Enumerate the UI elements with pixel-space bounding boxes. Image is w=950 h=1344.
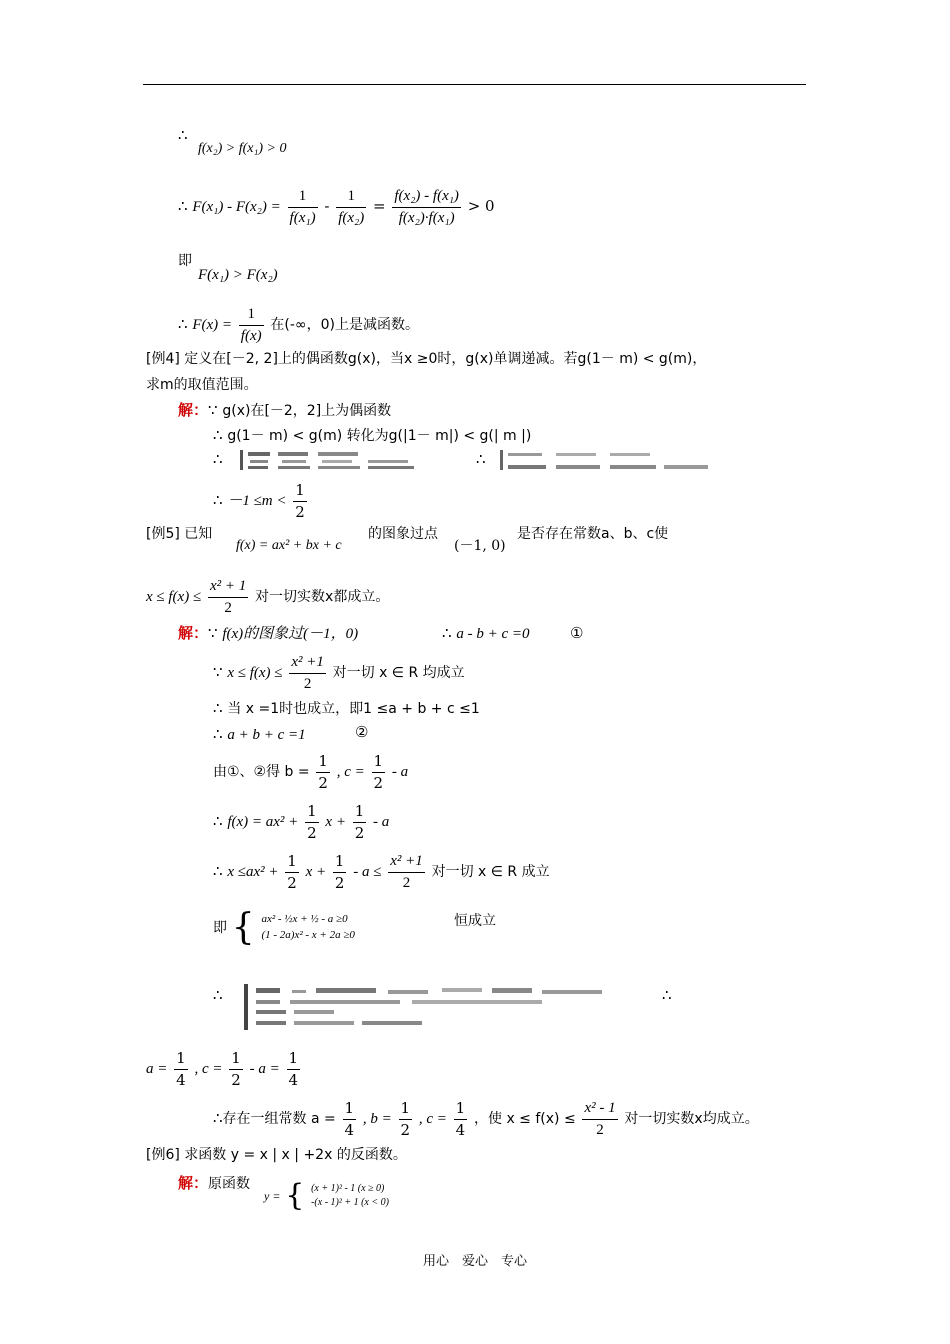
F-inequality: F(x₁) > F(x₂) [198, 267, 278, 283]
example-5-solution-4: ∴ a + b + c =1 [213, 725, 306, 743]
example-4-question: 求m的取值范围。 [146, 377, 258, 393]
example-4-solution-1: 解：∵ g(x)在[－2，2]上为偶函数 [178, 401, 392, 419]
page-footer: 用心 爱心 专心 [422, 1254, 527, 1269]
example-5-solution-2: ∵ x ≤ f(x) ≤ $\frac{\text{x² +1}}{2}$ 对一切 x ∈ R 均成立 [213, 654, 465, 692]
example-4-statement: [例4] 定义在[－2, 2]上的偶函数g(x)，当x ≥0时，g(x)单调递减。若g(1－ m) < g(m)， [146, 351, 707, 367]
garbled-system-image-2 [498, 447, 713, 473]
example-5-result: a = $\frac{1}{4}$ , c = $\frac{1}{2}$ - a = $\frac{1}{4}$ [146, 1049, 299, 1089]
example-5-solution-5: 由①、②得 b = $\frac{1}{2}$ , c = $\frac{1}{2}$ - a [213, 752, 409, 792]
example-6-solution: 解：原函数 [178, 1174, 251, 1192]
piecewise-function: y = { (x + 1)² - 1 (x ≥ 0) -(x - 1)² + 1 (x < 0) [264, 1178, 389, 1213]
example-5-point: (－1, 0) [454, 538, 506, 554]
example-5-solution-9b: ∴ [662, 986, 672, 1004]
difference-derivation: ∴ F(x₁) - F(x₂) = $\frac{1}{\text{f(x₁)}}$ - $\frac{1}{\text{f(x₂)}}$ = $\frac{\text{f(x₂) - f(x₁)}}{\text{f(x₂)·f(x₁)}}$ > 0 [178, 188, 495, 226]
garbled-system-image-3 [242, 982, 622, 1032]
always-holds: 恒成立 [454, 913, 496, 929]
therefore-symbol: ∴ [178, 126, 188, 144]
example-6-statement: [例6] 求函数 y = x | x | +2x 的反函数。 [146, 1147, 407, 1163]
circle-2: ② [355, 723, 369, 741]
circle-1: ① [570, 624, 584, 642]
example-4-solution-2: ∴ g(1－ m) < g(m) 转化为g(|1－ m|) < g(| m |) [213, 426, 532, 444]
decreasing-conclusion: ∴ F(x) = $\frac{1}{f(x)}$ 在(-∞，0)上是减函数。 [178, 306, 419, 344]
garbled-system-image-1 [238, 447, 423, 473]
example-5-solution-9: ∴ [213, 986, 223, 1004]
header-rule [143, 84, 806, 85]
example-5-p1: [例5] 已知 [146, 526, 213, 542]
example-5-solution-6: ∴ f(x) = ax² + $\frac{1}{2}$ x + $\frac{1}{2}$ - a [213, 802, 390, 842]
example-5-conclusion: ∴存在一组常数 a = $\frac{1}{4}$ , b = $\frac{1}{2}$ , c = $\frac{1}{4}$ ，使 x ≤ f(x) ≤ $\frac{\text{x² - 1}}{2}$ 对一切实数x均成立。 [213, 1099, 759, 1139]
example-5-eq1: ∴ a - b + c =0 [442, 624, 530, 642]
example-5-p3: 是否存在常数a、b、c使 [517, 526, 669, 542]
example-5-solution-1: 解：∵ f(x)的图象过(－1，0) [178, 624, 359, 642]
example-5-solution-7: ∴ x ≤ax² + $\frac{1}{2}$ x + $\frac{1}{2}$ - a ≤ $\frac{\text{x² +1}}{2}$ 对一切 x ∈ R 成立 [213, 852, 550, 892]
inequality-f: f(x₂) > f(x₁) > 0 [198, 141, 287, 156]
example-5-function: f(x) = ax² + bx + c [236, 538, 342, 553]
example-5-p2: 的图象过点 [368, 526, 438, 542]
example-4-answer: ∴ －1 ≤m < $\frac{1}{2}$ [213, 481, 305, 521]
example-4-solution-3: ∴ [213, 450, 223, 468]
ji-label: 即 [178, 253, 192, 269]
example-5-solution-8: 即 { ax² - ½x + ½ - a ≥0 (1 - 2a)x² - x + 2a ≥0 [213, 907, 355, 948]
therefore-line-1 [178, 128, 188, 143]
example-4-solution-3b: ∴ [476, 450, 486, 468]
example-5-inequality: x ≤ f(x) ≤ $\frac{\text{x² + 1}}{2}$ 对一切实数x都成立。 [146, 578, 390, 616]
example-5-solution-3: ∴ 当 x =1时也成立，即1 ≤a + b + c ≤1 [213, 699, 480, 717]
